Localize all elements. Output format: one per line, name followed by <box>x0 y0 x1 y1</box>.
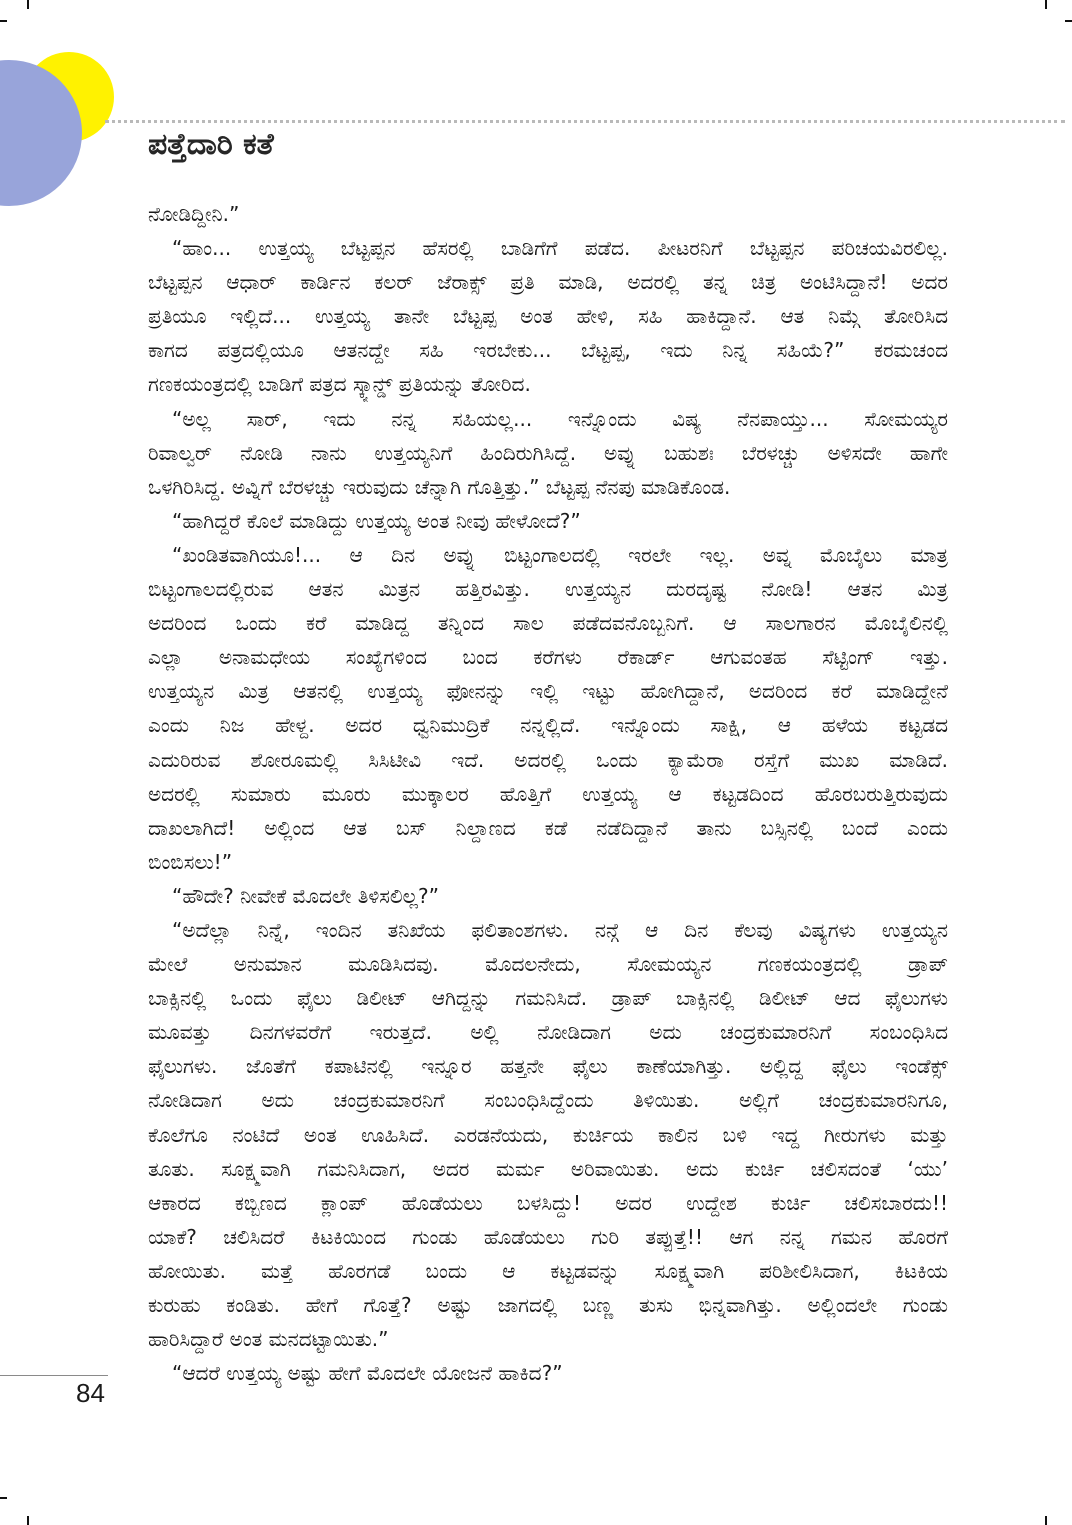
paragraph <box>148 402 948 504</box>
paragraph <box>148 231 948 401</box>
text-line: ಪ್ರತಿಯೂ ಇಲ್ಲಿದೆ... ಉತ್ತಯ್ಯ ತಾನೇ ಬೆಟ್ಟಪ್ಪ ಅಂತ ಹೇಳಿ, ಸಹಿ ಹಾಕಿದ್ದಾನೆ. ಆತ ನಿಮ್ಗೆ ತೋರಿಸಿದ <box>148 304 948 329</box>
text-line: ಬಿಂಬಿಸಲು!” <box>148 849 233 874</box>
text-line: ಉತ್ತಯ್ಯನ ಮಿತ್ರ ಆತನಲ್ಲಿ ಉತ್ತಯ್ಯ ಫೋನನ್ನು ಇಲ್ಲಿ ಇಟ್ಟು ಹೋಗಿದ್ದಾನೆ, ಅದರಿಂದ ಕರೆ ಮಾಡಿದ್ದೇನೆ <box>148 679 948 704</box>
crop-mark <box>27 0 29 9</box>
crop-mark <box>1045 1516 1047 1525</box>
text-line: ಹಾರಿಸಿದ್ದಾರೆ ಅಂತ ಮನದಟ್ಟಾಯಿತು.” <box>148 1327 389 1352</box>
crop-mark <box>0 20 7 22</box>
paragraph <box>148 1356 948 1390</box>
footer-rule <box>0 1375 108 1376</box>
text-line: ಅದರಲ್ಲಿ ಸುಮಾರು ಮೂರು ಮುಕ್ಕಾಲರ ಹೊತ್ತಿಗೆ ಉತ್ತಯ್ಯ ಆ ಕಟ್ಟಡದಿಂದ ಹೊರಬರುತ್ತಿರುವುದು <box>148 781 948 806</box>
crop-mark <box>1045 0 1047 9</box>
text-line: “ಹೌದೇ? ನೀವೇಕೆ ಮೊದಲೇ ತಿಳಿಸಲಿಲ್ಲ?” <box>172 883 439 908</box>
text-line: ಅದರಿಂದ ಒಂದು ಕರೆ ಮಾಡಿದ್ದ ತನ್ನಿಂದ ಸಾಲ ಪಡೆದವನೊಬ್ಬನಿಗೆ. ಆ ಸಾಲಗಾರನ ಮೊಬೈಲಿನಲ್ಲಿ <box>148 611 948 636</box>
text-line: “ಅದೆಲ್ಲಾ ನಿನ್ನೆ, ಇಂದಿನ ತನಿಖೆಯ ಫಲಿತಾಂಶಗಳು. ನನ್ಗೆ ಆ ದಿನ ಕೆಲವು ವಿಷ್ಯಗಳು ಉತ್ತಯ್ಯನ <box>172 917 948 942</box>
text-line: ಕೊಲೆಗೂ ನಂಟಿದೆ ಅಂತ ಊಹಿಸಿದೆ. ಎರಡನೆಯದು, ಕುರ್ಚಿಯ ಕಾಲಿನ ಬಳಿ ಇದ್ದ ಗೀರುಗಳು ಮತ್ತು <box>148 1122 948 1147</box>
paragraph <box>148 197 948 231</box>
text-line: ನೋಡಿದಾಗ ಅದು ಚಂದ್ರಕುಮಾರನಿಗೆ ಸಂಬಂಧಿಸಿದ್ದೆಂದು ತಿಳಿಯಿತು. ಅಲ್ಲಿಗೆ ಚಂದ್ರಕುಮಾರನಿಗೂ, <box>148 1088 948 1113</box>
header-dotted-rule <box>105 120 1065 123</box>
text-line: ಬೆಟ್ಟಪ್ಪನ ಆಧಾರ್ ಕಾರ್ಡಿನ ಕಲರ್ ಜೆರಾಕ್ಸ್ ಪ್ರತಿ ಮಾಡಿ, ಅದರಲ್ಲಿ ತನ್ನ ಚಿತ್ರ ಅಂಟಿಸಿದ್ದಾನೆ! ಅದರ <box>148 270 948 295</box>
text-line: “ಆದರೆ ಉತ್ತಯ್ಯ ಅಷ್ಟು ಹೇಗೆ ಮೊದಲೇ ಯೋಜನೆ ಹಾಕಿದ?” <box>172 1361 563 1386</box>
text-line: “ಅಲ್ಲ ಸಾರ್, ಇದು ನನ್ನ ಸಹಿಯಲ್ಲ... ಇನ್ನೊಂದು ವಿಷ್ಯ ನೆನಪಾಯ್ತು... ಸೋಮಯ್ಯರ <box>172 406 948 431</box>
text-line: ಹೋಯಿತು. ಮತ್ತೆ ಹೊರಗಡೆ ಬಂದು ಆ ಕಟ್ಟಡವನ್ನು ಸೂಕ್ಷ್ಮವಾಗಿ ಪರಿಶೀಲಿಸಿದಾಗ, ಕಿಟಕಿಯ <box>148 1258 948 1283</box>
text-line: ಮೂವತ್ತು ದಿನಗಳವರೆಗೆ ಇರುತ್ತದೆ. ಅಲ್ಲಿ ನೋಡಿದಾಗ ಅದು ಚಂದ್ರಕುಮಾರನಿಗೆ ಸಂಬಂಧಿಸಿದ <box>148 1020 948 1045</box>
text-line: ತೂತು. ಸೂಕ್ಷ್ಮವಾಗಿ ಗಮನಿಸಿದಾಗ, ಅದರ ಮರ್ಮ ಅರಿವಾಯಿತು. ಅದು ಕುರ್ಚಿ ಚಲಿಸದಂತೆ ‘ಯು’ <box>148 1156 948 1181</box>
text-line: ಯಾಕೆ? ಚಲಿಸಿದರೆ ಕಿಟಕಿಯಿಂದ ಗುಂಡು ಹೊಡೆಯಲು ಗುರಿ ತಪ್ಪುತ್ತೆ!! ಆಗ ನನ್ನ ಗಮನ ಹೊರಗೆ <box>148 1224 948 1249</box>
text-line: ಆಕಾರದ ಕಬ್ಬಿಣದ ಕ್ಲಾಂಪ್ ಹೊಡೆಯಲು ಬಳಸಿದ್ದು! ಅದರ ಉದ್ದೇಶ ಕುರ್ಚಿ ಚಲಿಸಬಾರದು!! <box>148 1190 948 1215</box>
text-line: ರಿವಾಲ್ವರ್ ನೋಡಿ ನಾನು ಉತ್ತಯ್ಯನಿಗೆ ಹಿಂದಿರುಗಿಸಿದ್ದೆ. ಅವ್ನು ಬಹುಶಃ ಬೆರಳಚ್ಚು ಅಳಿಸದೇ ಹಾಗೇ <box>148 440 948 465</box>
body-text <box>148 197 948 1390</box>
text-line: ಫೈಲುಗಳು. ಜೊತೆಗೆ ಕಪಾಟಿನಲ್ಲಿ ಇನ್ನೂರ ಹತ್ತನೇ ಫೈಲು ಕಾಣೆಯಾಗಿತ್ತು. ಅಲ್ಲಿದ್ದ ಫೈಲು ಇಂಡೆಕ್ಸ್ <box>148 1054 948 1079</box>
text-line: ಒಳಗಿರಿಸಿದ್ದ. ಅವ್ನಿಗೆ ಬೆರಳಚ್ಚು ಇರುವುದು ಚೆನ್ನಾಗಿ ಗೊತ್ತಿತ್ತು.” ಬೆಟ್ಟಪ್ಪ ನೆನಪು ಮಾಡಿಕೊಂಡ. <box>148 474 731 499</box>
section-title: ಪತ್ತೆದಾರಿ ಕತೆ <box>148 127 274 162</box>
crop-mark <box>1065 20 1072 22</box>
text-line: ದಾಖಲಾಗಿದೆ! ಅಲ್ಲಿಂದ ಆತ ಬಸ್ ನಿಲ್ದಾಣದ ಕಡೆ ನಡೆದಿದ್ದಾನೆ ತಾನು ಬಸ್ಸಿನಲ್ಲಿ ಬಂದೆ ಎಂದು <box>148 815 948 840</box>
paragraph <box>148 879 948 913</box>
crop-mark <box>27 1516 29 1525</box>
text-line: “ಹಾಂ... ಉತ್ತಯ್ಯ ಬೆಟ್ಟಪ್ಪನ ಹೆಸರಲ್ಲಿ ಬಾಡಿಗೆಗೆ ಪಡೆದ. ಪೀಟರನಿಗೆ ಬೆಟ್ಟಪ್ಪನ ಪರಿಚಯವಿರಲಿಲ್ಲ. <box>172 236 948 261</box>
paragraph <box>148 538 948 879</box>
text-line: ಕುರುಹು ಕಂಡಿತು. ಹೇಗೆ ಗೊತ್ತೆ? ಅಷ್ಟು ಜಾಗದಲ್ಲಿ ಬಣ್ಣ ತುಸು ಭಿನ್ನವಾಗಿತ್ತು. ಅಲ್ಲಿಂದಲೇ ಗುಂಡು <box>148 1293 948 1317</box>
crop-mark <box>0 1497 7 1499</box>
text-line: ಎಲ್ಲಾ ಅನಾಮಧೇಯ ಸಂಖ್ಯೆಗಳಿಂದ ಬಂದ ಕರೆಗಳು ರೆಕಾರ್ಡ್ ಆಗುವಂತಹ ಸೆಟ್ಟಿಂಗ್ ಇತ್ತು. <box>148 645 948 670</box>
text-line: ಕಾಗದ ಪತ್ರದಲ್ಲಿಯೂ ಆತನದ್ದೇ ಸಹಿ ಇರಬೇಕು... ಬೆಟ್ಟಪ್ಪ, ಇದು ನಿನ್ನ ಸಹಿಯೆ?” ಕರಮಚಂದ <box>148 338 948 363</box>
text-line: ಬಿಟ್ಟಂಗಾಲದಲ್ಲಿರುವ ಆತನ ಮಿತ್ರನ ಹತ್ತಿರವಿತ್ತು. ಉತ್ತಯ್ಯನ ದುರದೃಷ್ಟ ನೋಡಿ! ಆತನ ಮಿತ್ರ <box>148 577 948 602</box>
page-number: 84 <box>76 1378 105 1408</box>
text-line: ನೋಡಿದ್ದೀನಿ.” <box>148 202 240 226</box>
text-line: ಗಣಕಯಂತ್ರದಲ್ಲಿ ಬಾಡಿಗೆ ಪತ್ರದ ಸ್ಕ್ಯಾನ್ಡ್ ಪ್ರತಿಯನ್ನು ತೋರಿದ. <box>148 372 531 397</box>
text-line: ಬಾಕ್ಸಿನಲ್ಲಿ ಒಂದು ಫೈಲು ಡಿಲೀಟ್ ಆಗಿದ್ದನ್ನು ಗಮನಿಸಿದೆ. ಡ್ರಾಪ್ ಬಾಕ್ಸಿನಲ್ಲಿ ಡಿಲೀಟ್ ಆದ ಫೈಲುಗಳು <box>148 986 948 1011</box>
text-line: “ಖಂಡಿತವಾಗಿಯೂ!... ಆ ದಿನ ಅವ್ನು ಬಿಟ್ಟಂಗಾಲದಲ್ಲಿ ಇರಲೇ ಇಲ್ಲ. ಅವ್ನ ಮೊಬೈಲು ಮಾತ್ರ <box>172 542 948 567</box>
text-line: “ಹಾಗಿದ್ದರೆ ಕೊಲೆ ಮಾಡಿದ್ದು ಉತ್ತಯ್ಯ ಅಂತ ನೀವು ಹೇಳೋದೆ?” <box>172 508 581 533</box>
text-line: ಎದುರಿರುವ ಶೋರೂಮಲ್ಲಿ ಸಿಸಿಟೀವಿ ಇದೆ. ಅದರಲ್ಲಿ ಒಂದು ಕ್ಯಾಮೆರಾ ರಸ್ತೆಗೆ ಮುಖ ಮಾಡಿದೆ. <box>148 747 948 772</box>
paragraph <box>148 504 948 538</box>
text-line: ಮೇಲೆ ಅನುಮಾನ ಮೂಡಿಸಿದವು. ಮೊದಲನೇದು, ಸೋಮಯ್ಯನ ಗಣಕಯಂತ್ರದಲ್ಲಿ ಡ್ರಾಪ್ <box>148 952 948 977</box>
text-line: ಎಂದು ನಿಜ ಹೇಳ್ದ. ಅದರ ಧ್ವನಿಮುದ್ರಿಕೆ ನನ್ನಲ್ಲಿದೆ. ಇನ್ನೊಂದು ಸಾಕ್ಷಿ, ಆ ಹಳೆಯ ಕಟ್ಟಡದ <box>148 713 948 738</box>
paragraph <box>148 913 948 1356</box>
